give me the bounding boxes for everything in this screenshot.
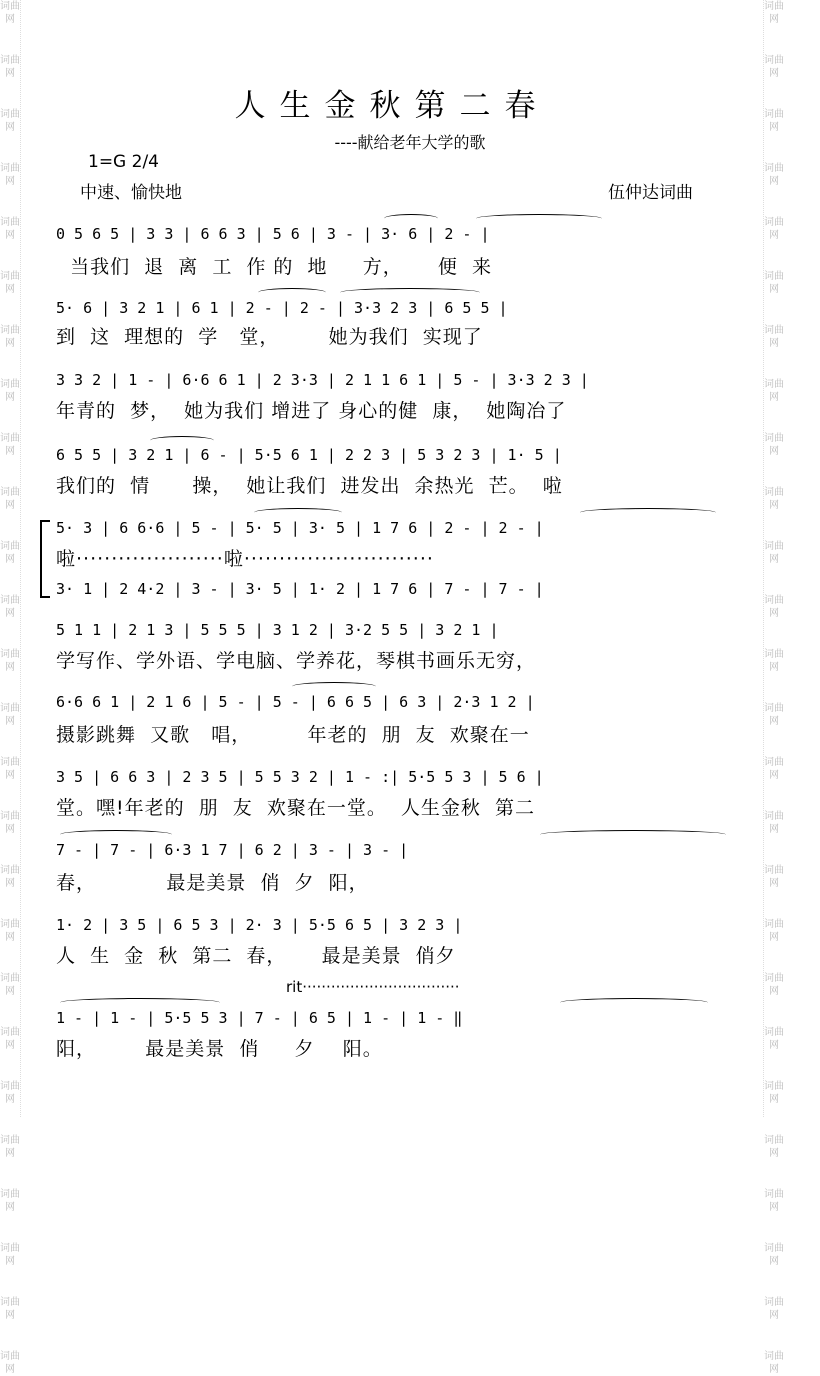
lyrics-line: 阳， 最是美景 俏 夕 阳。 <box>56 1038 383 1060</box>
song-title: 人生金秋第二春 <box>234 88 550 124</box>
lyrics-line: 堂。嘿!年老的 朋 友 欢聚在一堂。 人生金秋 第二 <box>56 797 536 819</box>
notation-line: 3 5 | 6 6 3 | 2 3 5 | 5 5 3 2 | 1 - :| 5·5 5 3 | 5 6 | <box>56 768 544 786</box>
slur-mark <box>580 508 716 517</box>
rit-marking: rit································· <box>286 978 460 996</box>
key-signature: 1=G 2/4 <box>88 152 159 172</box>
notation-line: 3· 1 | 2 4·2 | 3 - | 3· 5 | 1· 2 | 1 7 6 | 7 - | 7 - | <box>56 580 544 598</box>
notation-line: 5 1 1 | 2 1 3 | 5 5 5 | 3 1 2 | 3·2 5 5 | 3 2 1 | <box>56 621 499 639</box>
slur-mark <box>292 682 376 691</box>
notation-line: 7 - | 7 - | 6·3 1 7 | 6 2 | 3 - | 3 - | <box>56 841 409 859</box>
lyrics-line: 啦·····················啦··························· <box>56 548 434 570</box>
left-watermark: 词曲网 词曲网 词曲网 词曲网 词曲网 词曲网 词曲网 词曲网 词曲网 词曲网 词曲网 词曲网 词曲网 词曲网 词曲网 词曲网 词曲网 词曲网 词曲网 词曲网 词曲网 词曲网 词曲网 词曲网 词曲网 词曲网 <box>0 1 20 1375</box>
notation-line: 3 3 2 | 1 - | 6·6 6 1 | 2 3·3 | 2 1 1 6 1 | 5 - | 3·3 2 3 | <box>56 371 589 389</box>
notation-line: 0 5 6 5 | 3 3 | 6 6 3 | 5 6 | 3 - | 3· 6 | 2 - | <box>56 225 490 243</box>
slur-mark <box>60 830 172 839</box>
notation-line: 5· 3 | 6 6·6 | 5 - | 5· 5 | 3· 5 | 1 7 6 | 2 - | 2 - | <box>56 519 544 537</box>
author-credit: 伍仲达词曲 <box>608 183 693 203</box>
notation-line: 1 - | 1 - | 5·5 5 3 | 7 - | 6 5 | 1 - | 1 - ‖ <box>56 1009 463 1027</box>
slur-mark <box>254 508 342 517</box>
lyrics-line: 学写作、学外语、学电脑、学养花，琴棋书画乐无穷， <box>56 650 537 672</box>
lyrics-line: 摄影跳舞 又歌 唱， 年老的 朋 友 欢聚在一 <box>56 724 530 746</box>
repeat-bracket <box>40 520 50 598</box>
slur-mark <box>540 830 726 839</box>
tempo-marking: 中速、愉快地 <box>80 183 182 203</box>
song-subtitle: ----献给老年大学的歌 <box>334 133 486 152</box>
notation-line: 1· 2 | 3 5 | 6 5 3 | 2· 3 | 5·5 6 5 | 3 2 3 | <box>56 916 463 934</box>
right-watermark: 词曲网 词曲网 词曲网 词曲网 词曲网 词曲网 词曲网 词曲网 词曲网 词曲网 词曲网 词曲网 词曲网 词曲网 词曲网 词曲网 词曲网 词曲网 词曲网 词曲网 词曲网 词曲网 词曲网 词曲网 词曲网 词曲网 <box>764 1 784 1375</box>
slur-mark <box>60 998 220 1007</box>
slur-mark <box>258 288 326 297</box>
slur-mark <box>340 288 480 297</box>
slur-mark <box>560 998 708 1007</box>
lyrics-line: 年青的 梦， 她为我们 增进了 身心的健 康， 她陶冶了 <box>56 400 567 422</box>
lyrics-line: 人 生 金 秋 第二 春， 最是美景 俏夕 <box>56 945 456 967</box>
lyrics-line: 我们的 情 操， 她让我们 进发出 余热光 芒。 啦 <box>56 475 563 497</box>
lyrics-line: 春， 最是美景 俏 夕 阳， <box>56 872 369 894</box>
lyrics-line: 到 这 理想的 学 堂， 她为我们 实现了 <box>56 326 483 348</box>
notation-line: 6·6 6 1 | 2 1 6 | 5 - | 5 - | 6 6 5 | 6 3 | 2·3 1 2 | <box>56 693 535 711</box>
slur-mark <box>476 214 602 223</box>
notation-line: 6 5 5 | 3 2 1 | 6 - | 5·5 6 1 | 2 2 3 | 5 3 2 3 | 1· 5 | <box>56 446 562 464</box>
slur-mark <box>150 436 214 445</box>
notation-line: 5· 6 | 3 2 1 | 6 1 | 2 - | 2 - | 3·3 2 3 | 6 5 5 | <box>56 299 508 317</box>
slur-mark <box>384 214 438 223</box>
lyrics-line: 当我们 退 离 工 作 的 地 方， 便 来 <box>56 256 492 278</box>
